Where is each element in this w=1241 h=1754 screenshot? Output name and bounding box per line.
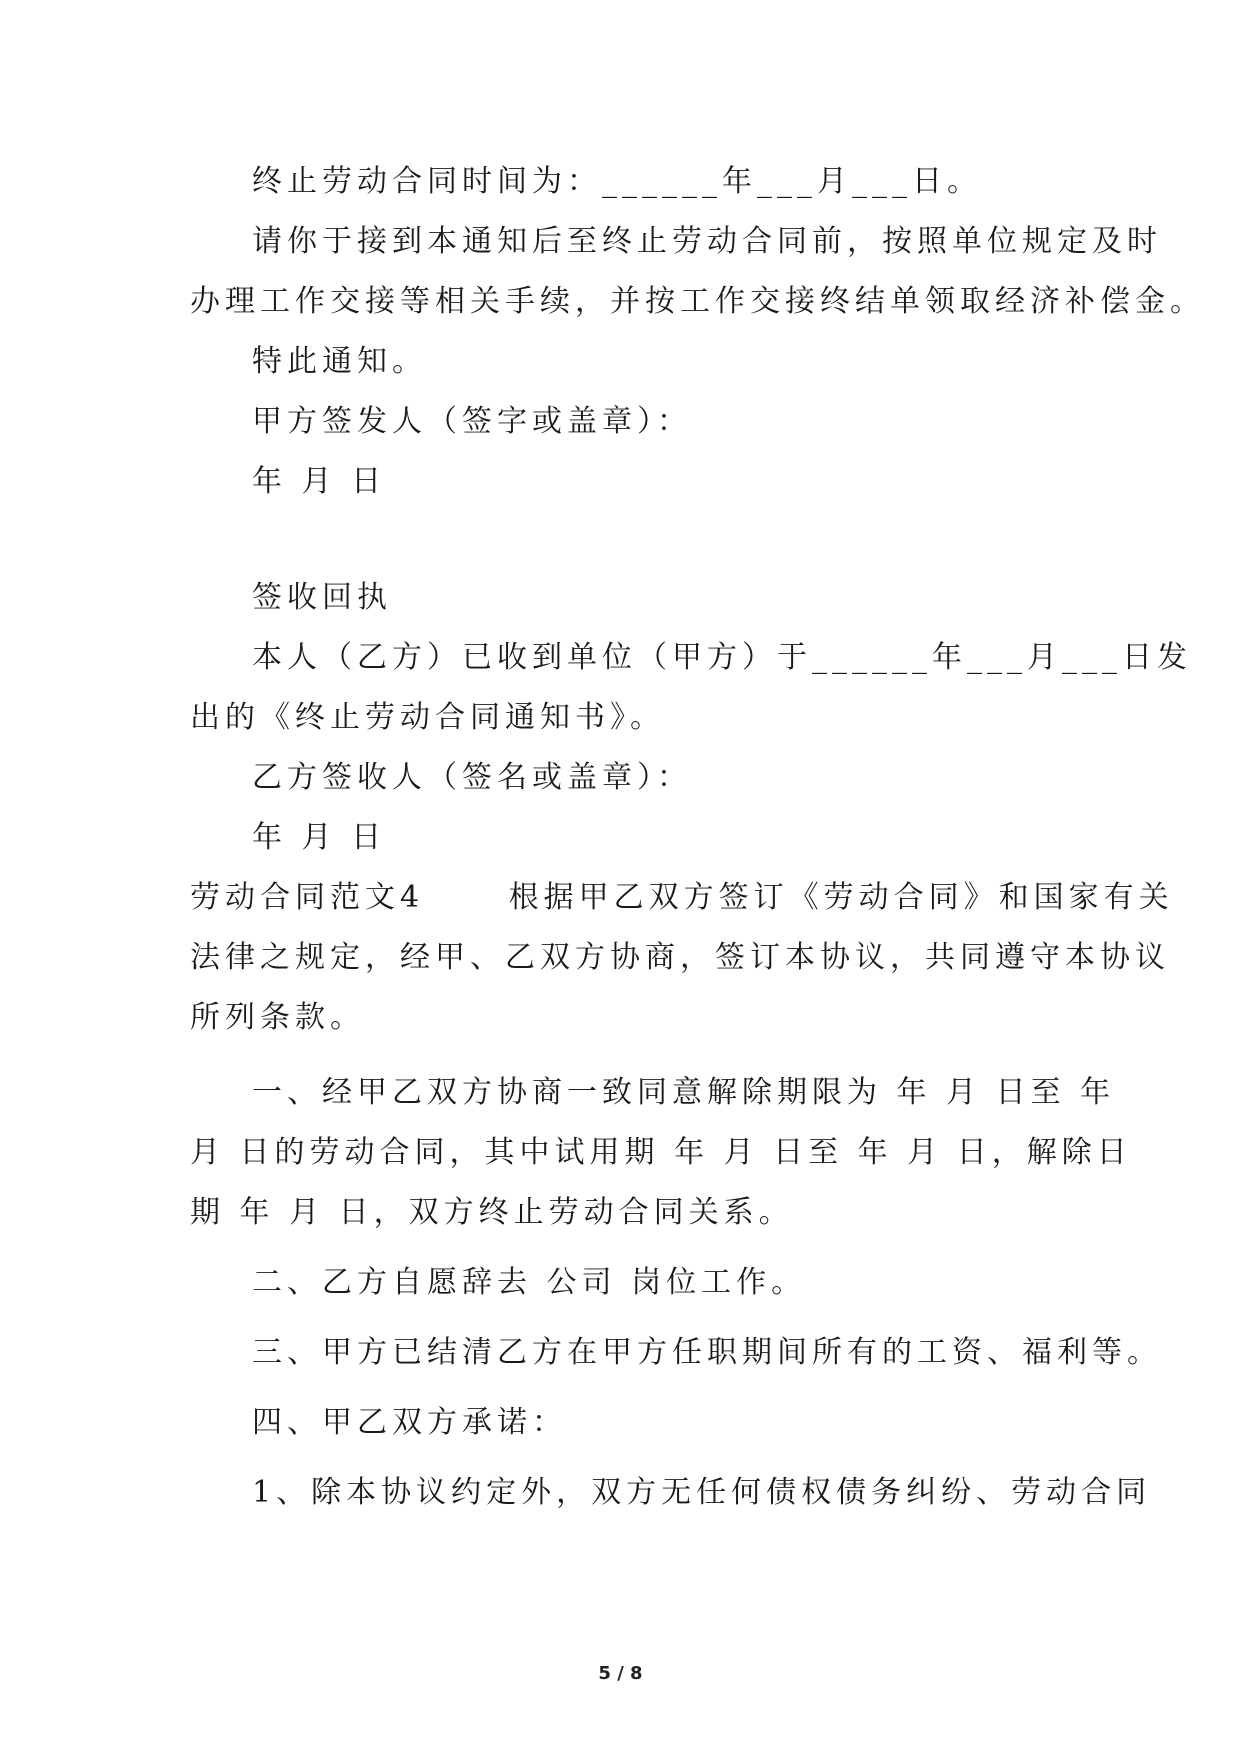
sample-4-intro-line-1: 劳动合同范文4 根据甲乙双方签订《劳动合同》和国家有关 xyxy=(190,880,1174,915)
paragraph-handover-line-2: 办理工作交接等相关手续，并按工作交接终结单领取经济补偿金。 xyxy=(190,284,1205,319)
clause-1-line-1: 一、经甲乙双方协商一致同意解除期限为 年 月 日至 年 xyxy=(252,1075,1116,1110)
receipt-line-1: 本人（乙方）已收到单位（甲方）于______年___月___日发 xyxy=(252,640,1192,675)
party-a-signer: 甲方签发人（签字或盖章）： xyxy=(252,404,692,439)
clause-3: 三、甲方已结清乙方在甲方任职期间所有的工资、福利等。 xyxy=(252,1335,1162,1370)
clause-4: 四、甲乙双方承诺： xyxy=(252,1405,567,1440)
party-b-date: 年 月 日 xyxy=(252,820,387,855)
receipt-heading: 签收回执 xyxy=(252,580,392,615)
party-b-signer: 乙方签收人（签名或盖章）： xyxy=(252,760,692,795)
page-number: 5 / 8 xyxy=(598,1663,643,1684)
sample-4-intro-line-3: 所列条款。 xyxy=(190,1000,365,1035)
paragraph-notice: 特此通知。 xyxy=(252,344,427,379)
sample-4-intro-line-2: 法律之规定，经甲、乙双方协商，签订本协议，共同遵守本协议 xyxy=(190,940,1170,975)
party-a-date: 年 月 日 xyxy=(252,464,387,499)
clause-1-line-3: 期 年 月 日，双方终止劳动合同关系。 xyxy=(190,1195,794,1230)
clause-2: 二、乙方自愿辞去 公司 岗位工作。 xyxy=(252,1265,807,1300)
clause-4-item-1: 1、除本协议约定外，双方无任何债权债务纠纷、劳动合同 xyxy=(252,1475,1152,1510)
paragraph-handover-line-1: 请你于接到本通知后至终止劳动合同前，按照单位规定及时 xyxy=(252,224,1162,259)
clause-1-line-2: 月 日的劳动合同，其中试用期 年 月 日至 年 月 日，解除日 xyxy=(190,1135,1132,1170)
paragraph-termination-date: 终止劳动合同时间为：______年___月___日。 xyxy=(252,164,982,199)
receipt-line-2: 出的《终止劳动合同通知书》。 xyxy=(190,700,665,735)
